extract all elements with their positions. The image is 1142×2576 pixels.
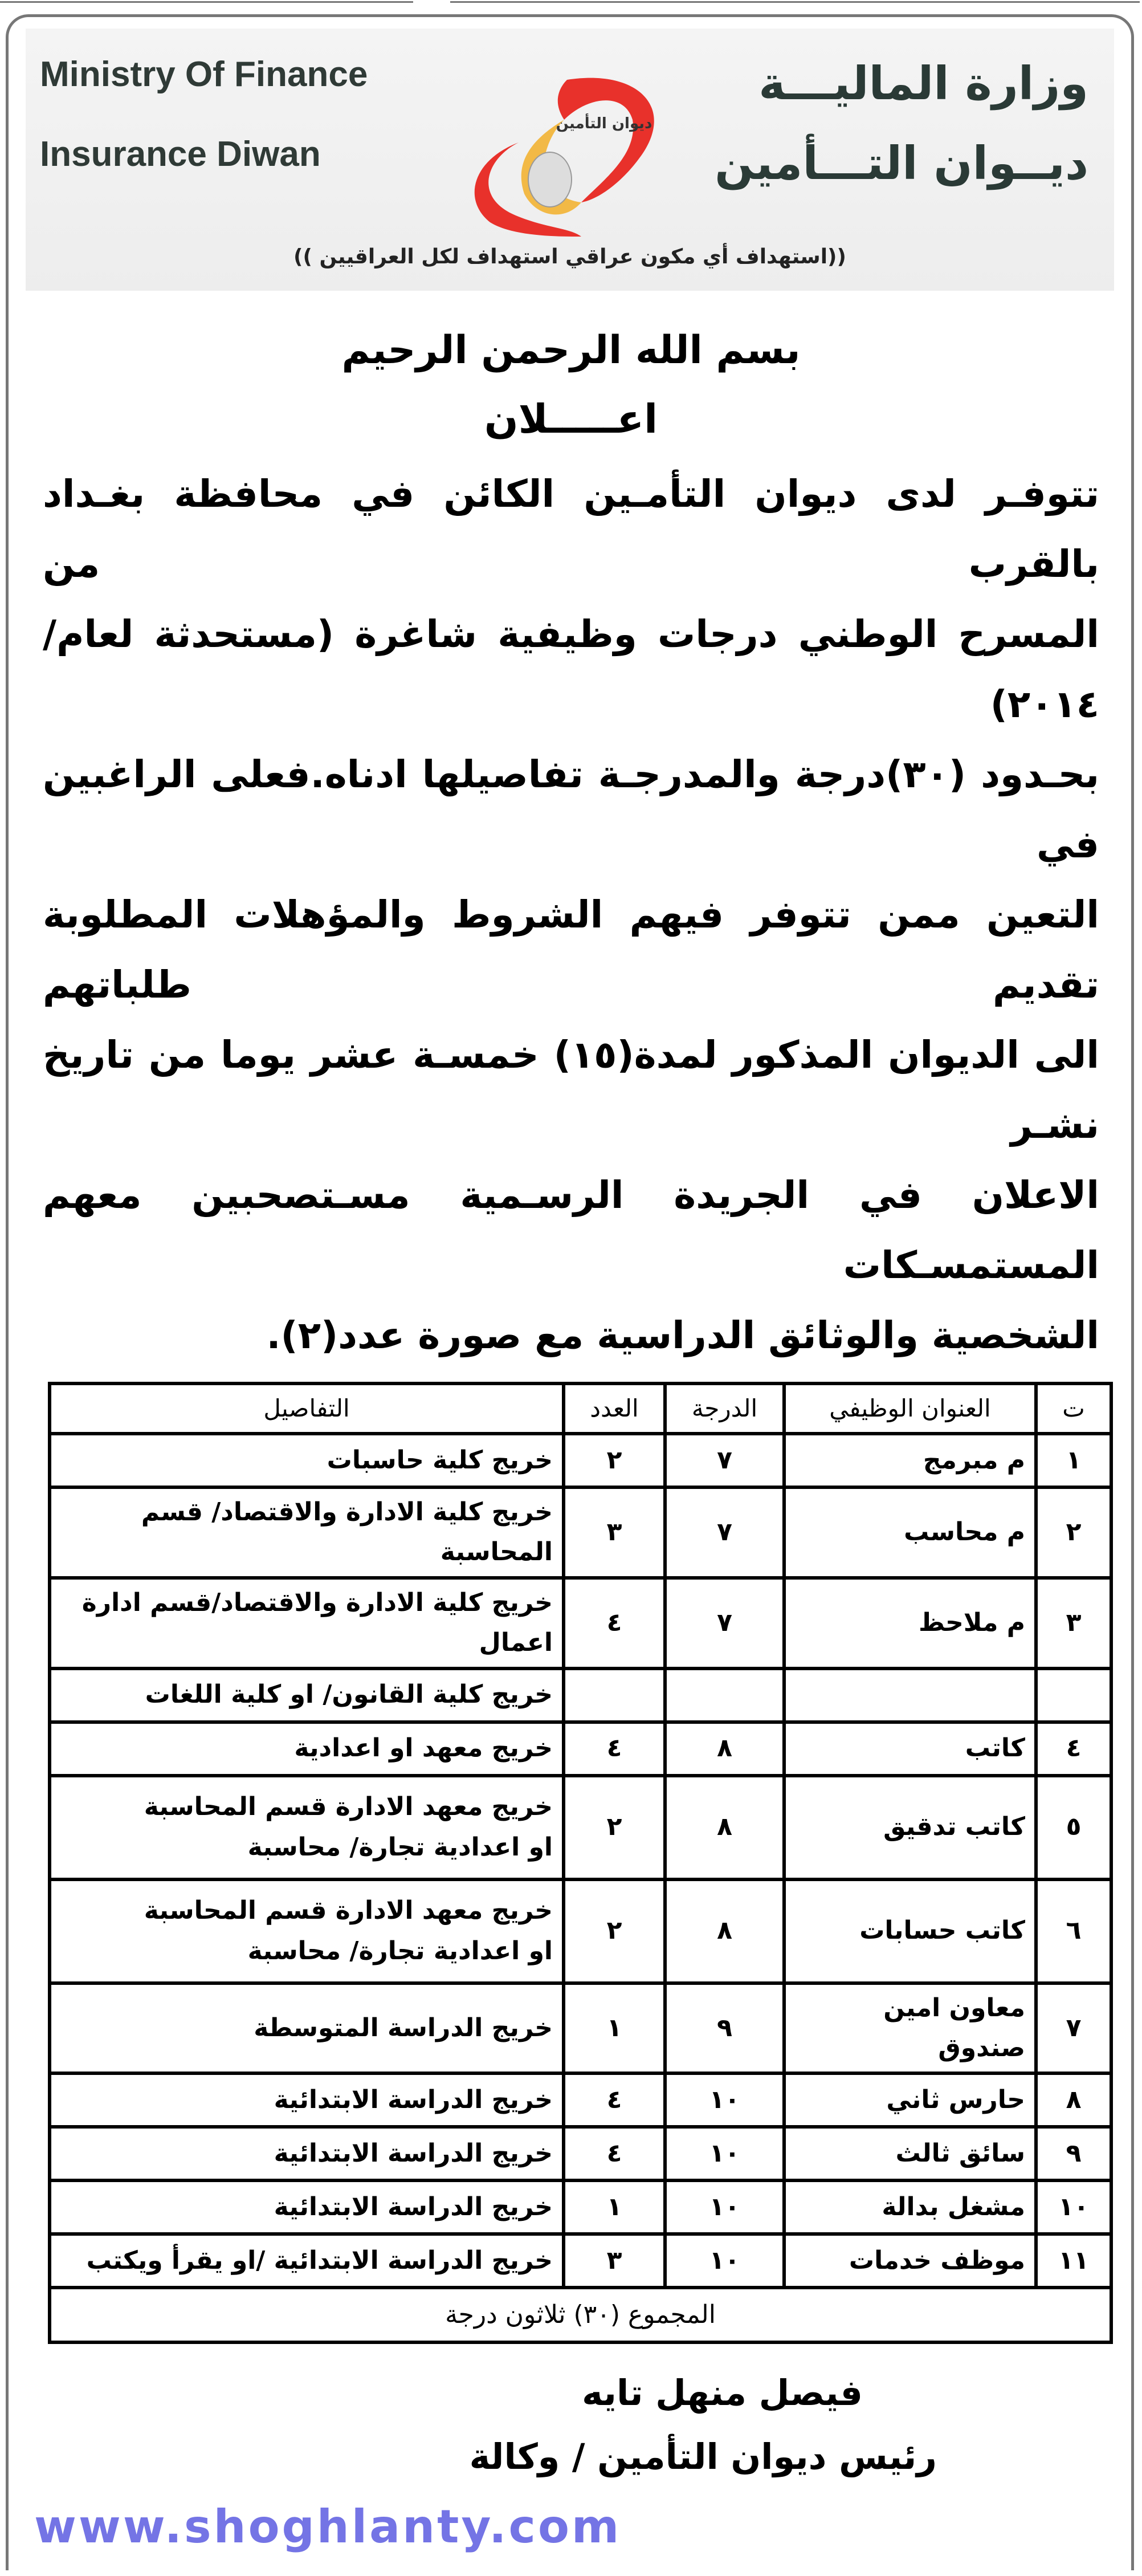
body-line: الشخصية والوثائق الدراسية مع صورة عدد(٢).	[266, 1313, 1099, 1357]
count-cell: ٢	[564, 1434, 665, 1487]
job-title-cell: مشغل بدالة	[784, 2180, 1036, 2234]
details-line: خريج الدراسة الابتدائية /او يقرأ ويكتب	[86, 2246, 553, 2276]
count-cell: ٣	[564, 1487, 665, 1578]
row-number-cell: ٩	[1036, 2127, 1111, 2180]
grade-cell: ٨	[665, 1722, 784, 1776]
table-row	[50, 1669, 1111, 1722]
table-row	[50, 2127, 1111, 2180]
row-number-cell: ٣	[1036, 1578, 1111, 1669]
row-number-cell: ٦	[1036, 1879, 1111, 1983]
details-cell	[50, 2127, 564, 2180]
details-line: او اعدادية تجارة/ محاسبة	[247, 1832, 553, 1862]
grade-cell	[665, 1669, 784, 1722]
row-number-cell: ٧	[1036, 1983, 1111, 2074]
body-line: تتوفـر لدى ديوان التأمـين الكائن في محافظة بغـداد بالقرب من	[43, 472, 1099, 586]
total-cell: المجموع (٣٠) ثلاثون درجة	[50, 2288, 1111, 2342]
table-row	[50, 2234, 1111, 2288]
count-cell	[564, 1669, 665, 1722]
details-line: خريج معهد الادارة قسم المحاسبة	[144, 1792, 553, 1822]
count-cell: ٣	[564, 2234, 665, 2288]
table-row	[50, 1879, 1111, 1983]
body-line: بحـدود (٣٠)درجة والمدرجـة تفاصيلها ادناه.فعلى الراغبين في	[43, 752, 1100, 866]
table-row	[50, 1487, 1111, 1578]
vacancies-table	[48, 1382, 1113, 2344]
details-line: او اعدادية تجارة/ محاسبة	[247, 1936, 553, 1965]
count-cell: ١	[564, 2180, 665, 2234]
watermark: www.shoghlanty.com	[34, 2500, 622, 2554]
job-title-cell: م محاسب	[784, 1487, 1036, 1578]
details-cell	[50, 1487, 564, 1578]
details-line: خريج كلية الادارة والاقتصاد/ قسم المحاسبة	[141, 1497, 553, 1567]
tagline: ((استهداف أي مكون عراقي استهداف لكل العراقيين ))	[293, 245, 846, 268]
grade-cell: ٨	[665, 1879, 784, 1983]
announcement-body	[43, 459, 1099, 1370]
count-cell: ٤	[564, 1578, 665, 1669]
count-cell: ٢	[564, 1776, 665, 1879]
details-line: خريج كلية حاسبات	[327, 1445, 553, 1475]
table-row	[50, 1983, 1111, 2074]
row-number-cell: ١٠	[1036, 2180, 1111, 2234]
row-number-cell: ١١	[1036, 2234, 1111, 2288]
grade-cell: ٧	[665, 1487, 784, 1578]
signatory-name: فيصل منهل تايه	[582, 2372, 863, 2414]
details-cell	[50, 1434, 564, 1487]
job-title-cell: سائق ثالث	[784, 2127, 1036, 2180]
details-line: خريج كلية الادارة والاقتصاد/قسم ادارة اعمال	[81, 1588, 553, 1658]
job-title-cell: موظف خدمات	[784, 2234, 1036, 2288]
column-header-grade: الدرجة	[665, 1383, 784, 1434]
details-line: خريج الدراسة الابتدائية	[274, 2085, 553, 2115]
details-line: خريج معهد او اعدادية	[294, 1733, 553, 1763]
details-cell	[50, 2234, 564, 2288]
signature-block	[34, 2361, 1108, 2489]
arabic-diwan-name: ديــوان التـــأمين	[715, 137, 1088, 190]
details-cell	[50, 1578, 564, 1669]
body-line: التعين ممن تتوفر فيهم الشروط والمؤهلات المطلوبة تقديم طلباتهم	[43, 893, 1099, 1007]
job-title-cell: كاتب تدقيق	[784, 1776, 1036, 1879]
details-cell	[50, 1879, 564, 1983]
job-title-cell: كاتب حسابات	[784, 1879, 1036, 1983]
grade-cell: ٨	[665, 1776, 784, 1879]
count-cell: ٤	[564, 1722, 665, 1776]
basmala: بسم الله الرحمن الرحيم	[341, 328, 801, 373]
english-diwan-name: Insurance Diwan	[40, 135, 321, 174]
grade-cell: ٧	[665, 1434, 784, 1487]
details-cell	[50, 1776, 564, 1879]
table-row	[50, 1776, 1111, 1879]
table-row	[50, 1578, 1111, 1669]
total-row	[50, 2288, 1111, 2342]
count-cell: ٢	[564, 1879, 665, 1983]
table-row	[50, 1722, 1111, 1776]
arabic-ministry-name: وزارة الماليـــة	[758, 57, 1088, 110]
grade-cell: ١٠	[665, 2180, 784, 2234]
column-header-number: ت	[1036, 1383, 1111, 1434]
english-ministry-name: Ministry Of Finance	[40, 55, 368, 94]
job-title-cell: كاتب	[784, 1722, 1036, 1776]
job-title-cell: م مبرمج	[784, 1434, 1036, 1487]
column-header-job-title: العنوان الوظيفي	[784, 1383, 1036, 1434]
body-line: المسرح الوطني درجات وظيفية شاغرة (مستحدثة لعام/ ٢٠١٤)	[43, 612, 1099, 726]
details-line: خريج الدراسة الابتدائية	[274, 2192, 553, 2222]
row-number-cell: ١	[1036, 1434, 1111, 1487]
details-cell	[50, 1669, 564, 1722]
grade-cell: ٩	[665, 1983, 784, 2074]
grade-cell: ١٠	[665, 2127, 784, 2180]
details-line: خريج كلية القانون/ او كلية اللغات	[145, 1680, 553, 1710]
count-cell: ١	[564, 1983, 665, 2074]
job-title-cell: م ملاحظ	[784, 1578, 1036, 1669]
body-line: الاعلان في الجريدة الرسـمية مسـتصحبين معهم المستمسـكات	[43, 1173, 1099, 1287]
grade-cell: ١٠	[665, 2073, 784, 2127]
count-cell: ٤	[564, 2127, 665, 2180]
count-cell: ٤	[564, 2073, 665, 2127]
row-number-cell: ٤	[1036, 1722, 1111, 1776]
table-row	[50, 2073, 1111, 2127]
table-row	[50, 1434, 1111, 1487]
details-cell	[50, 2180, 564, 2234]
row-number-cell	[1036, 1669, 1111, 1722]
table-header-row	[50, 1383, 1111, 1434]
column-header-count: العدد	[564, 1383, 665, 1434]
details-cell	[50, 1722, 564, 1776]
signatory-position: رئيس ديوان التأمين / وكالة	[469, 2436, 937, 2478]
grade-cell: ٧	[665, 1578, 784, 1669]
row-number-cell: ٥	[1036, 1776, 1111, 1879]
job-title-cell	[784, 1669, 1036, 1722]
body-line: الى الديوان المذكور لمدة(١٥) خمسـة عشر يوما من تاريخ نشـر	[43, 1033, 1099, 1147]
announcement-title: اعـــــلان	[484, 396, 658, 442]
details-cell	[50, 1983, 564, 2074]
grade-cell: ١٠	[665, 2234, 784, 2288]
row-number-cell: ٨	[1036, 2073, 1111, 2127]
details-line: خريج معهد الادارة قسم المحاسبة	[144, 1896, 553, 1926]
table-row	[50, 2180, 1111, 2234]
job-title-cell: حارس ثاني	[784, 2073, 1036, 2127]
logo-text: ديوان التأمين	[556, 115, 652, 132]
details-line: خريج الدراسة المتوسطة	[254, 2013, 553, 2042]
column-header-details: التفاصيل	[50, 1383, 564, 1434]
details-cell	[50, 2073, 564, 2127]
row-number-cell: ٢	[1036, 1487, 1111, 1578]
details-line: خريج الدراسة الابتدائية	[274, 2139, 553, 2168]
job-title-cell: معاون امين صندوق	[784, 1983, 1036, 2074]
